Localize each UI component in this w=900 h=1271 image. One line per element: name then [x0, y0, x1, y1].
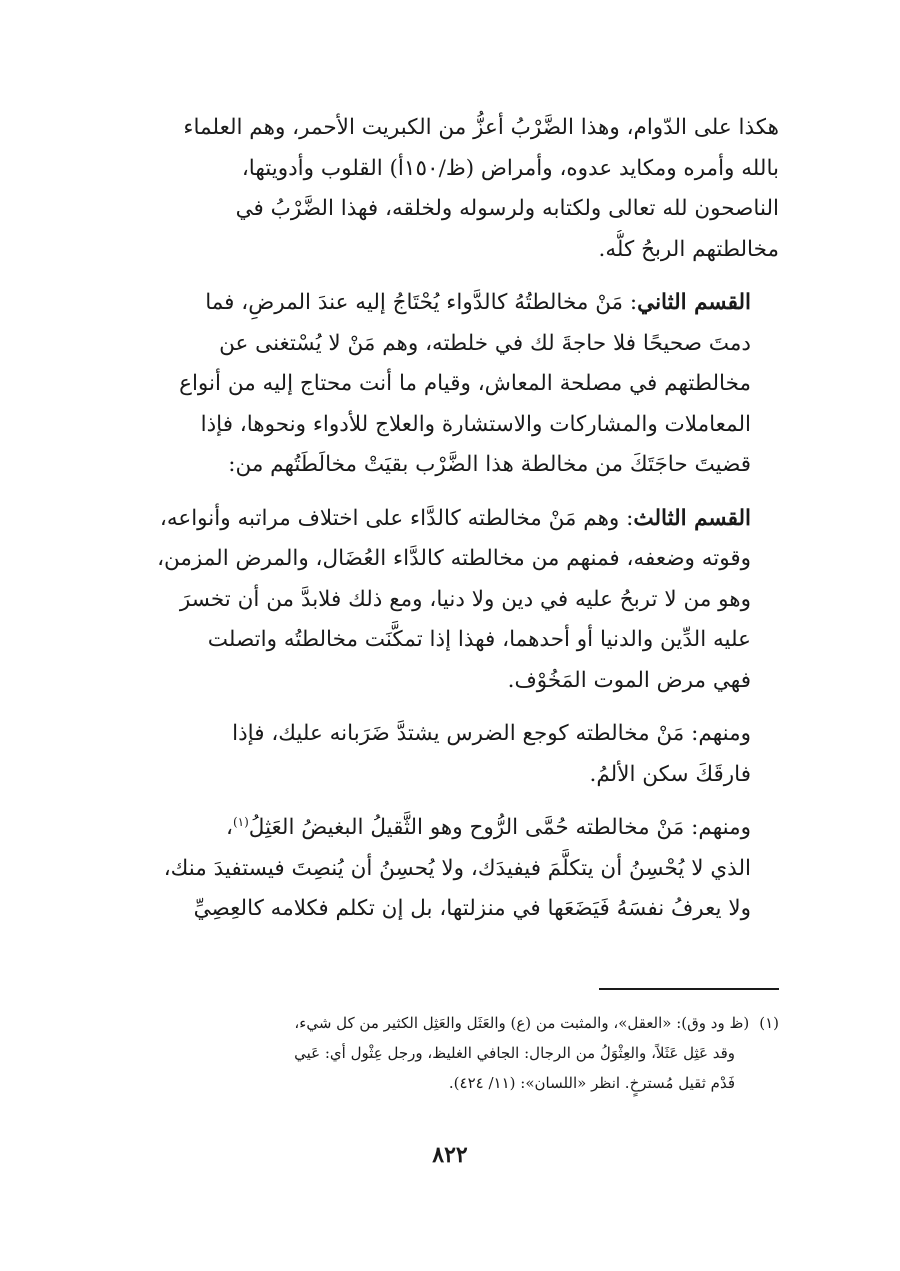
paragraph-section-two [122, 283, 779, 486]
text-line: فهي مرض الموت المَخُوْف. [507, 667, 751, 693]
text-fragment: ومنهم: مَنْ مخالطته حُمَّى الرُّوح وهو الثَّقيلُ البغيضُ العَثِلُ [248, 815, 751, 840]
text-line: فارقَكَ سكن الألمُ. [589, 761, 751, 787]
paragraph-1 [122, 108, 779, 270]
text-line [122, 808, 779, 849]
text-line: بالله وأمره ومكايد عدوه، وأمراض (ظ/١٥٠أ) القلوب وأدويتها، [241, 155, 779, 181]
text-fragment: ، [226, 815, 233, 840]
text-line: ومنهم: مَنْ مخالطته كوجع الضرس يشتدَّ ضَرَبانه عليك، فإذا [232, 721, 751, 746]
text-line: وقوته وضعفه، فمنهم من مخالطته كالدَّاء العُضَال، والمرض المزمن، [157, 546, 751, 571]
text-line: مخالطتهم في مصلحة المعاش، وقيام ما أنت محتاج إليه من أنواع [179, 371, 751, 396]
text-line: ولا يعرفُ نفسَهُ فَيَضَعَها في منزلتها، بل إن تكلم فكلامه كالعِصِيِّ [193, 896, 751, 921]
body-text [122, 108, 779, 943]
footnote-divider [599, 988, 779, 990]
text-line: عليه الدِّين والدنيا أو أحدهما، فهذا إذا تمكَّنَت مخالطتُه واتصلت [207, 627, 751, 652]
text-fragment: : وهم مَنْ مخالطته كالدَّاء على اختلاف مراتبه وأنواعه، [159, 505, 634, 531]
paragraph-section-three [122, 499, 779, 702]
text-line: الناصحون لله تعالى ولكتابه ولرسوله ولخلقه، فهذا الضَّرْبُ في [235, 196, 779, 221]
section-heading: القسم الثاني [637, 290, 751, 315]
text-line [122, 499, 779, 540]
footnote-line: فَدْم ثقيل مُسترخٍ. انظر «اللسان»: (١١/ ٤٢٤). [448, 1074, 735, 1092]
footnote-line: وقد عَثِل عَثَلاً، والعِثْوَلُ من الرجال: الجافي الغليظ، ورجل عِثْول أي: عَيي [294, 1044, 735, 1062]
text-line: مخالطتهم الربحُ كلُّه. [598, 236, 779, 262]
footnote-number: (١) [759, 1014, 779, 1032]
text-line [122, 283, 779, 324]
section-heading: القسم الثالث [633, 505, 751, 531]
paragraph-4 [122, 714, 779, 795]
text-fragment: : مَنْ مخالطتُهُ كالدَّواء يُحْتَاجُ إليه عندَ المرضِ، فما [205, 290, 638, 315]
footnote-line [122, 1008, 779, 1038]
footnotes [122, 1008, 779, 1098]
text-line: الذي لا يُحْسِنُ أن يتكلَّمَ فيفيدَك، ولا يُحسِنُ أن يُنصِتَ فيستفيدَ منك، [163, 855, 751, 881]
page-number: ٨٢٢ [432, 1142, 468, 1168]
paragraph-5 [122, 808, 779, 930]
footnote-reference[interactable]: (١) [232, 814, 249, 829]
text-line: هكذا على الدّوام، وهذا الضَّرْبُ أعزُّ من الكبريت الأحمر، وهم العلماء [183, 115, 779, 140]
footnote-text: (ظ ود وق): «العقل»، والمثبت من (ع) والعَثَل والعَثِل الكثير من كل شيء، [294, 1014, 750, 1032]
text-line: قضيتَ حاجَتَكَ من مخالطة هذا الضَّرْب بقيَتْ مخالَطَتُهم من: [228, 452, 751, 477]
text-line: المعاملات والمشاركات والاستشارة والعلاج للأدواء ونحوها، فإذا [200, 411, 751, 437]
text-line: وهو من لا تربحُ عليه في دين ولا دنيا، ومع ذلك فلابدَّ من أن تخسرَ [179, 586, 751, 612]
text-line: دمتَ صحيحًا فلا حاجةَ لك في خلطته، وهم مَنْ لا يُسْتغنى عن [219, 330, 751, 356]
